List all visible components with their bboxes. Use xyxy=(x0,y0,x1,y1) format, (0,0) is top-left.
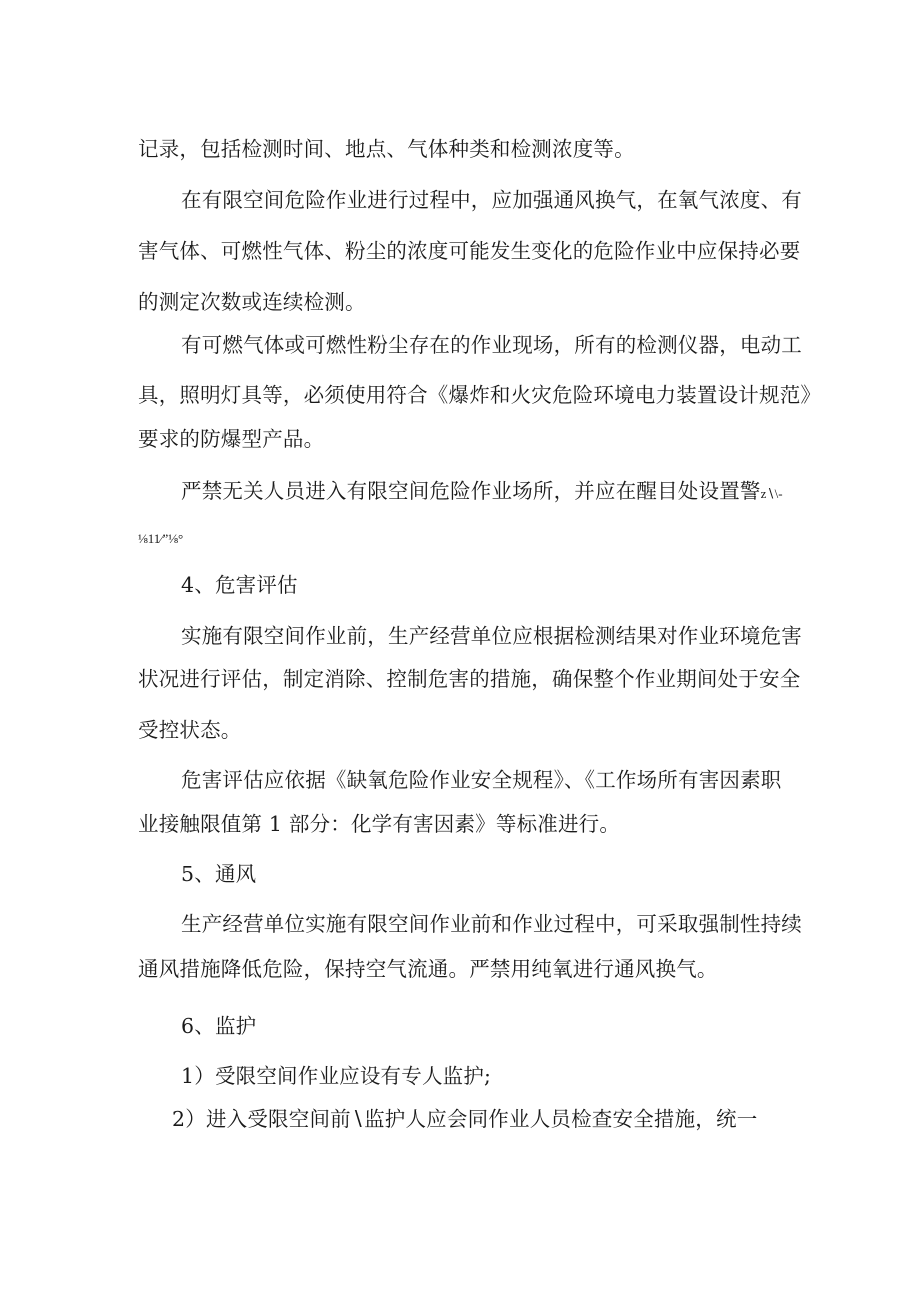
section-heading: 6、监护 xyxy=(181,1014,257,1038)
paragraph-line: 要求的防爆型产品。 xyxy=(138,427,325,451)
garbled-text: ⅛11∕”⅛° xyxy=(138,531,184,546)
list-item: 1）受限空间作业应设有专人监护; xyxy=(181,1064,492,1088)
paragraph-line: 受控状态。 xyxy=(138,718,242,742)
paragraph-line: 实施有限空间作业前，生产经营单位应根据检测结果对作业环境危害 xyxy=(181,624,802,648)
paragraph-line xyxy=(181,477,783,508)
garbled-text: z∖\- xyxy=(760,486,783,501)
paragraph-line: 具，照明灯具等，必须使用符合《爆炸和火灾危险环境电力装置设计规范》 xyxy=(138,383,822,407)
paragraph-line: 业接触限值第 1 部分：化学有害因素》等标准进行。 xyxy=(138,812,621,836)
paragraph-line: 生产经营单位实施有限空间作业前和作业过程中，可采取强制性持续 xyxy=(181,912,802,936)
paragraph-line: 的测定次数或连续检测。 xyxy=(138,290,366,314)
paragraph-line: 状况进行评估，制定消除、控制危害的措施，确保整个作业期间处于安全 xyxy=(138,667,801,691)
section-heading: 4、危害评估 xyxy=(181,573,298,597)
paragraph-text: 严禁无关人员进入有限空间危险作业场所，并应在醒目处设置警 xyxy=(181,479,761,503)
paragraph-line: 害气体、可燃性气体、粉尘的浓度可能发生变化的危险作业中应保持必要 xyxy=(138,239,801,263)
paragraph-line: 通风措施降低危险，保持空气流通。严禁用纯氧进行通风换气。 xyxy=(138,957,718,981)
paragraph-line: 有可燃气体或可燃性粉尘存在的作业现场，所有的检测仪器，电动工 xyxy=(181,333,802,357)
paragraph-line: 危害评估应依据《缺氧危险作业安全规程》、《工作场所有害因素职 xyxy=(181,768,782,792)
list-item: 2）进入受限空间前∖监护人应会同作业人员检查安全措施，统一 xyxy=(172,1107,758,1131)
section-heading: 5、通风 xyxy=(181,862,257,886)
paragraph-line: 记录，包括检测时间、地点、气体种类和检测浓度等。 xyxy=(138,137,635,161)
paragraph-line: 在有限空间危险作业进行过程中，应加强通风换气，在氧气浓度、有 xyxy=(181,188,802,212)
